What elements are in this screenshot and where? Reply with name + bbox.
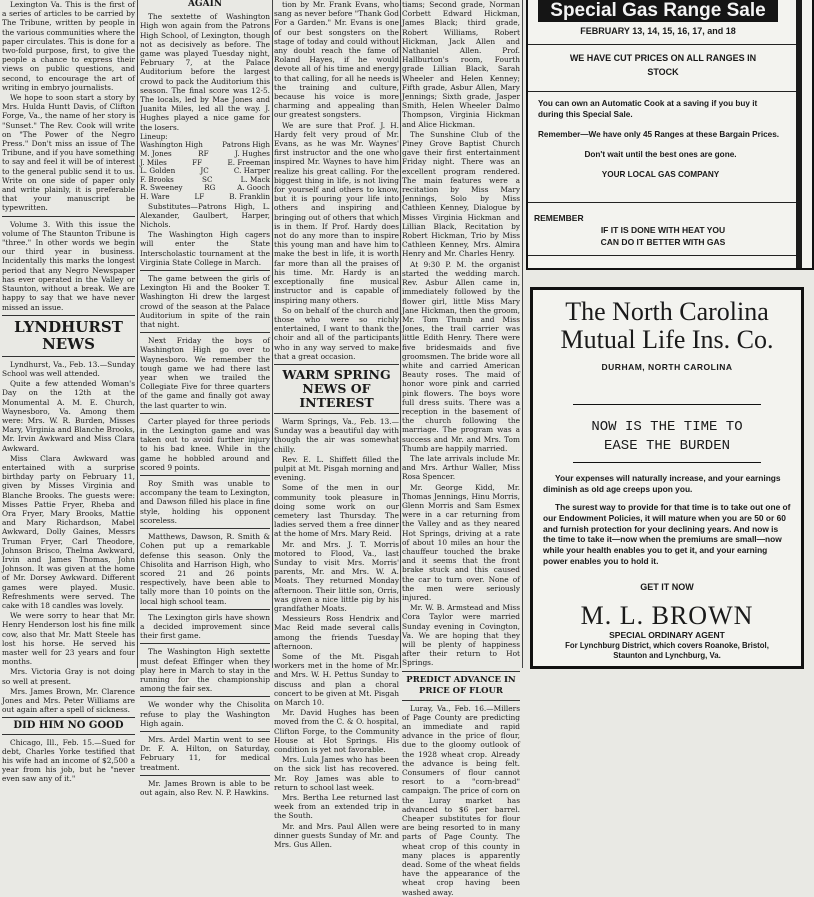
lineup-position: FF (192, 157, 203, 167)
divider (274, 413, 399, 414)
lineup-position: RF (198, 149, 209, 159)
warm-springs-paragraph: Warm Springs, Va., Feb. 13.—Sunday was a beautiful day with though the air was somewhat chilly. (274, 416, 399, 454)
lineup-player: M. Jones (140, 149, 172, 159)
lineup-player: J. Miles (140, 157, 167, 167)
gas-ad-slogan-1: IF IT IS DONE WITH HEAT YOU (600, 225, 726, 235)
ncm-title-1: The North Carolina (565, 297, 769, 326)
gas-ad-slogan-box (528, 202, 798, 256)
column-rule (522, 0, 523, 668)
mutual-life-ad (530, 287, 804, 669)
lineup-position: RG (204, 183, 216, 193)
lineup-position: SC (202, 174, 213, 184)
again-headline: AGAIN (187, 0, 223, 9)
lyndhurst-paragraph: Mrs. Victoria Gray is not doing so well at present. (2, 667, 135, 686)
column-rule (272, 0, 273, 668)
sports-paragraph: Carter played for three periods in the Lexington game and was taken out to avoid further injury to his bad knee. While in the game he hobbled around and scored 9 points. (140, 416, 270, 472)
ncm-territory-1: For Lynchburg District, which covers Roanoke, Bristol, (565, 641, 769, 650)
column-rule (137, 0, 138, 668)
lineup-player: J. Hughes (235, 149, 270, 159)
sports-paragraph: Next Friday the boys of Washington High go over to Waynesboro. We remember the tough game we had there last year when we trailed the Collegiate Five for three quarters of the game and finally got away the last quarter to win. (140, 336, 270, 410)
warm-springs-paragraph: Some of the men in our community took pleasure in doing some work on our cemetery last Thursday. The ladies served them a free dinner at the home of Mrs. Mary Reid. (274, 483, 399, 539)
sports-paragraph: The Washington High sextette must defeat Effinger when they play here in March to stay in the running for the championship among the fair sex. (140, 647, 270, 694)
sports-paragraph: The game between the girls of Lexington Hi and the Booker T. Washington Hi drew the largest crowd of the season at the Palace Auditorium in spite of the rain that night. (140, 274, 270, 330)
column-1 (2, 0, 135, 784)
divider (140, 731, 270, 732)
warm-springs-paragraph: Messieurs Ross Hendrix and Mac Reid made several calls among the friends Tuesday afternoon. (274, 614, 399, 651)
lineup-player: E. Freeman (227, 157, 270, 167)
ncm-territory-2: Staunton and Lynchburg, Va. (613, 651, 721, 660)
lineup-player: L. Mack (240, 174, 270, 184)
sports-paragraph: We wonder why the Chisolita refuse to play the Washington High again. (140, 700, 270, 728)
gas-ad-title: Special Gas Range Sale (538, 0, 778, 22)
divider (274, 364, 399, 365)
ncm-paragraph-2: The surest way to provide for that time is to take out one of our Endowment Policies, it will mature when you are 50 or 60 and furnish protection for your declining years. And now is the time to take it—now when the premiums are small—now while your health enables you to get it, and your earning power enables you to hold it. (543, 502, 791, 566)
gas-ad-slogan-2: CAN DO IT BETTER WITH GAS (600, 237, 726, 247)
church-paragraph: So on behalf of the church and those who were so richly entertained, I want to thank the choir and all of the participants who in any way served to make that a great occasion. (274, 305, 399, 361)
table-row (140, 193, 270, 202)
column-4 (402, 0, 520, 897)
warm-springs-paragraph: Mrs. Lula James who has been on the sick list has recovered. Mr. Roy James was able to return to school last week. (274, 755, 399, 792)
ncm-agent-title: SPECIAL ORDINARY AGENT (609, 630, 725, 640)
warm-springs-headline: WARM SPRING NEWS OF INTEREST (282, 366, 391, 410)
gas-ad-body-3: Don't wait until the best ones are gone. (584, 150, 737, 159)
sports-paragraph: The Washington High cagers will enter the State Interscholastic tournament at the Virginia State College in March. (140, 230, 270, 267)
ncm-now-line: NOW IS THE TIME TO (573, 404, 761, 435)
warm-springs-paragraph: Mr. and Mrs. J. T. Morris motored to Flood, Va., last Sunday to visit Mrs. Morris' parents, Mr. and Mrs. W. A. Moats. They returned Monday afternoon. Their little son, Orris, was given a nice little pig by his grandfather Moats. (274, 539, 399, 613)
school-paragraph: The Sunshine Club of the Piney Grove Baptist Church gave their first entertainment Friday night. There was an excellent program rendered. The main features were a recitation by Miss Mary Jennings, Solo by Miss Cathleen Kenney, Dialogue by Misses Virginia Hickman and Lillian Black, Recitation by Robert Hickman, Trio by Miss Cathleen Kenney, Mrs. Almira Henry and Mr. Charles Henry. (402, 129, 520, 259)
lineup-player: F. Brooks (140, 174, 174, 184)
gas-ad-body-2: Remember—We have only 45 Ranges at these Bargain Prices. (538, 130, 780, 139)
column-3 (274, 0, 399, 850)
ad-border-edge (796, 0, 802, 268)
divider (140, 696, 270, 697)
school-paragraph: Mr. George Kidd, Mr. Thomas Jennings, Hinu Morris, Glenn Morris and Sam Esmex were in a car returning from the Valley and as they neared Hot Springs, driving at a rate of about 10 miles an hour the chauffeur touched the brake and it seems that the front brake stuck and this caused the car to turn over. None of the men were seriously injured. (402, 482, 520, 602)
gas-ad-price-band (528, 44, 798, 92)
divider (140, 270, 270, 271)
sports-paragraph: Roy Smith was unable to accompany the team to Lexington, and Dawson filled his place in fine style, holding his opponent scoreless. (140, 479, 270, 525)
column-rule (400, 0, 401, 668)
lyndhurst-paragraph: Miss Clara Awkward was entertained with a surprise birthday party on February 11, given by Misses Virginia and Blanche Brooks. The guests were: Misses Pattie Fryer, Rheba and Ora Fryer, Mary Brooks, Mattie and Mary Richardson, Mabel Awkward, Dolly Gaines, Messrs Truman Fryer, Carl Theodore, Johnson Brisco, Thelma Awkward, Irvin and James Thomas, John Johnson. It was given at the home of Mr. Dorsey Awkward. Different games were played. Music. Refreshments were served. The cake with 18 candles was lovely. (2, 453, 135, 610)
ncm-agent-name: M. L. BROWN (580, 601, 754, 630)
divider (2, 734, 135, 735)
divider (140, 775, 270, 776)
school-paragraph: At 9:30 P. M. the organist started the wedding march. Rev. Asbur Allen came in, immediately followed by the flower girl, little Miss Mary Jane Hickman, then the groom, Mr. Tom Thumb and Miss Jones, the trail carrier was little Edith Henry. There were five bridesmaids and five groomsmen. The bride wore all white and carried American Beauty roses. The maid of honor wore pink and carried pink flowers. The boys wore full dress suits. There was a reception in the basement of the church following the marriage. The program was a success and Mr. and Mrs. Tom Thumb are happily married. (402, 259, 520, 453)
lyndhurst-paragraph: We were sorry to hear that Mr. Henry Henderson lost his fine milk cow, also that Mr. Matt Steele has lost his horse. He served his master well for 23 years and four months. (2, 611, 135, 667)
divider (140, 332, 270, 333)
divider (2, 717, 135, 718)
flour-paragraph: Luray, Va., Feb. 16.—Millers of Page County are predicting an immediate and rapid advance in the price of flour, due to the gloomy outlook of the 1928 wheat crop. Already the advance is being felt. Consumers of flour cannot resort to a "corn-bread" campaign. The price of corn on the Luray market has advanced to $6 per barrel. Cheaper substitutes for flour are being resorted to in many parts of Page County. The wheat crop of this county in many places is apparently dead. Some of the wheat fields have the appearance of the wheat crop having been washed away. (402, 703, 520, 897)
lineup-right-team: Patrons High (222, 140, 270, 150)
warm-springs-paragraph: Mrs. Bertha Lee returned last week from an extended trip in the South. (274, 793, 399, 821)
volume-paragraph: Volume 3. With this issue the volume of The Staunton Tribune is "three." In other words we begin our third year in business. Incidentally this marks the longest period that any Negro Newspaper has ever operated in the Valley or Staunton, without a break. We are happy to say that we have never missed an issue. (2, 219, 135, 312)
school-paragraph: tiams; Second grade, Norman Corbett Edward Hickman, James Black; third grade, Robert Williams, Robert Hickman, Jack Allen and Nathaniel Allen. Prof. Hallburton's room, Fourth grade Lillian Black, Sarah Wheeler and Helen Kenney; Fifth grade, Asbur Allen, Mary Jennings; Sixth grade, Jasper Smith, Helen Wheeler Dalmo Thompson, Virginia Hickman and Alice Hickman. (402, 0, 520, 129)
gas-ad-cut-line-2: STOCK (647, 67, 679, 77)
ncm-city: DURHAM, NORTH CAROLINA (601, 362, 733, 372)
lineup-player: R. Sweeney (140, 183, 183, 193)
lineup-position: JC (200, 166, 209, 176)
dime-headline: DID HIM NO GOOD (13, 720, 124, 732)
lineup-player: H. Ware (140, 192, 170, 201)
again-paragraph: The sextette of Washington High won again from the Patrons High School, of Lexington, though not as decisively as before. The game was played Tuesday night, February 7, at the Palace Auditorium before the largest crowd to pack the Auditorium this season. The final score was 12-5. The locals, led by Mae Jones and Juanita Miles, led all the way. J. Hughes played a nice game for the losers. (140, 12, 270, 132)
lineup-left-team: Washington High (140, 140, 203, 150)
flour-headline: PREDICT ADVANCE IN PRICE OF FLOUR (406, 674, 516, 696)
lyndhurst-paragraph: Lyndhurst, Va., Feb. 13.—Sunday School was well attended. (2, 359, 135, 378)
school-paragraph: Mr. W. B. Armstead and Miss Cora Taylor were married Sunday evening in Covington, Va. We are hoping that they will be plenty of happiness after their return to Hot Springs. (402, 603, 520, 668)
lyndhurst-paragraph: Quite a few attended Woman's Day on the 12th at the Monumental A. M. E. Church, Waynesboro, Va. Among them were: Mrs. W. R. Burden, Misses Mary, Virginia and Blanche Brooks, Mr. Irvin Awkward and Miss Clara Awkward. (2, 379, 135, 453)
lyndhurst-headline: LYNDHURST NEWS (14, 317, 123, 353)
divider (140, 643, 270, 644)
warm-springs-paragraph: Some of the Mt. Pisgah workers met in the home of Mr. and Mrs. W. H. Pettus Sunday to discuss and plan a choral concert to be given at Mt. Pisgah on March 10. (274, 652, 399, 708)
church-paragraph: tion by Mr. Frank Evans, who sang as never before "Thank God For a Garden." Mr. Evans is one of our best songsters on the stage of today and could without any doubt reach the fame of Roland Hayes, if he would devote all of his time and energy to that calling, for all he needs is the training and culture, because his voice is more charming and appealing than our greatest songsters. (274, 0, 399, 120)
sports-paragraph: Mr. James Brown is able to be out again, also Rev. N. P. Hawkins. (140, 778, 270, 797)
lineup-player: L. Golden (140, 166, 176, 176)
lineup-table (140, 133, 270, 202)
substitutes-line: Substitutes—Patrons High, L. Alexander, Gaulbert, Harper, Nichols. (140, 201, 270, 229)
gas-ad-cut-line-1: WE HAVE CUT PRICES ON ALL RANGES IN (569, 53, 757, 63)
ncm-paragraph-1: Your expenses will naturally increase, and your earnings diminish as old age creeps upon you. (543, 473, 781, 494)
ncm-ease-line: EASE THE BURDEN (573, 438, 761, 463)
sports-paragraph: Matthews, Dawson, R. Smith & Cohen put up a remarkable defense this season. Only the Chisolita and Harrison High, who scored 21 and 26 points respectively, have been able to tally more than 10 points on the local high school team. (140, 532, 270, 606)
lyndhurst-paragraph: Mrs. James Brown, Mr. Clarence Jones and Mrs. Peter Williams are out again after a spell of sickness. (2, 686, 135, 715)
sports-paragraph: The Lexington girls have shown a decided improvement since their first game. (140, 612, 270, 641)
gas-ad-dates: FEBRUARY 13, 14, 15, 16, 17, and 18 (580, 26, 736, 36)
lineup-player: C. Harper (233, 166, 270, 176)
intro-paragraph-2: We hope to soon start a story by Mrs. Hulda Huntt Davis, of Clifton Forge, Va., the name of her story is "Sunset." The Rev. Cook will write on "The Power of the Negro Press." Don't miss an issue of The Tribune, and if you have something to say and feel it will be of interest to the general public send it to us. Write on one side of paper only and write plainly, it is preferable that your manuscript be typewritten. (2, 93, 135, 213)
divider (140, 609, 270, 610)
divider (140, 475, 270, 476)
church-paragraph: We are sure that Prof. J. H. Hardy felt very proud of Mr. Evans, as he was Mr. Waynes' first instructor and the one who inspired Mr. Waynes to have him realize his great calling. For the biggest thing in life, is not living for yourself and others to know, but it is pouring your life into others and inspiring and bringing out of others that which is in them. If Prof. Hardy does not do any more than to inspire this young man and have him to make the best in life, it is worth far more than all the praises of his time. Mr. Hardy is an exceptionally fine musical instructor and is capable of inspiring many others. (274, 120, 399, 305)
column-2 (140, 0, 270, 797)
divider (140, 528, 270, 529)
gas-range-ad (526, 0, 814, 270)
gas-ad-body-1: You can own an Automatic Cook at a saving if you buy it during this Special Sale. (538, 99, 758, 119)
school-paragraph: The late arrivals include Mr. and Mrs. Arthur Waller, Miss Rosa Spencer. (402, 453, 520, 482)
warm-springs-paragraph: Mr. David Hughes has been moved from the C. & O. hospital, Clifton Forge, to the Community House at Hot Springs. His condition is yet not favorable. (274, 708, 399, 755)
ncm-get-it-now: GET IT NOW (640, 582, 694, 592)
divider (402, 700, 520, 701)
ncm-title-2: Mutual Life Ins. Co. (560, 325, 774, 354)
lineup-position: LF (194, 192, 205, 201)
divider (2, 315, 135, 316)
dime-paragraph: Chicago, Ill., Feb. 15.—Sued for debt, Charles Yorke testified that his wife had an income of $2,500 a year from his job, but he "never even saw any of it." (2, 737, 135, 784)
sports-paragraph: Mrs. Ardel Martin went to see Dr. F. A. Hilton, on Saturday, February 11, for medical treatment. (140, 734, 270, 772)
divider (140, 413, 270, 414)
intro-paragraph-1: Lexington Va. This is the first of a series of articles to be carried by The Tribune, written by people in the various communities where the paper circulates. This is done for a two-fold purpose, first, to give the people a chance to express their views on public questions, and second, to encourage the art of writing in embryo journalists. (2, 0, 135, 92)
lineup-player: A. Gooch (237, 183, 270, 193)
gas-ad-company: YOUR LOCAL GAS COMPANY (601, 170, 720, 179)
warm-springs-paragraph: Rev. E. L. Shiffett filled the pulpit at Mt. Pisgah morning and evening. (274, 454, 399, 483)
warm-springs-paragraph: Mr. and Mrs. Paul Allen were dinner guests Sunday of Mr. and Mrs. Gus Allen. (274, 821, 399, 850)
divider (2, 216, 135, 217)
divider (2, 356, 135, 357)
lineup-player: B. Franklin (229, 192, 270, 201)
gas-ad-body (538, 98, 783, 189)
gas-ad-remember: REMEMBER (534, 213, 584, 223)
lineup-label: Lineup: (140, 131, 168, 141)
divider (402, 671, 520, 672)
